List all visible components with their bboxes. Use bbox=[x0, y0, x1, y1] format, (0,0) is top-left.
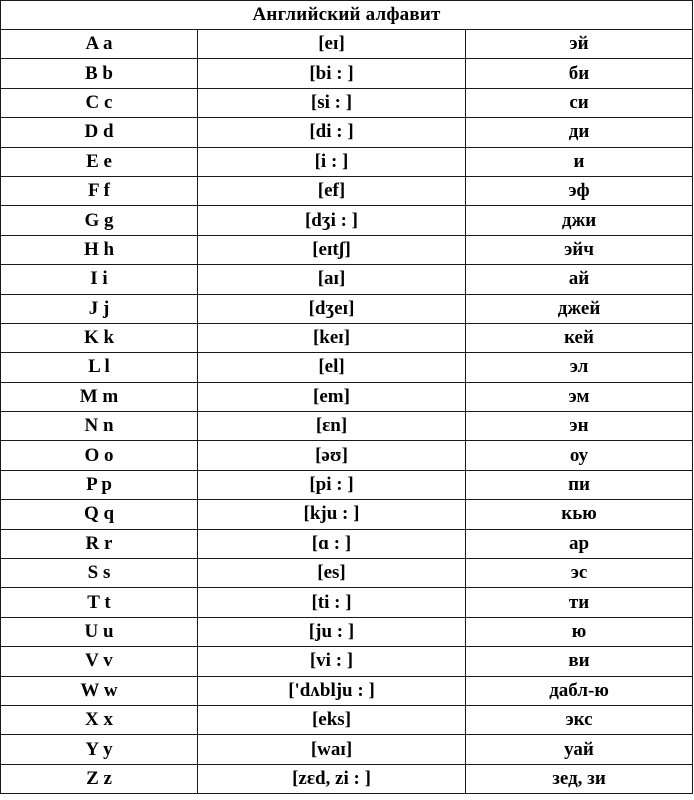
transcription-cell: [zɛd, zi : ] bbox=[198, 764, 466, 793]
letter-cell: H h bbox=[1, 235, 198, 264]
transcription-cell: [dʒeɪ] bbox=[198, 294, 466, 323]
table-row bbox=[1, 235, 693, 264]
table-title: Английский алфавит bbox=[1, 1, 693, 30]
russian-cell: дабл-ю bbox=[466, 676, 693, 705]
russian-cell: джи bbox=[466, 206, 693, 235]
letter-cell: R r bbox=[1, 529, 198, 558]
transcription-cell: [pi : ] bbox=[198, 470, 466, 499]
russian-cell: и bbox=[466, 147, 693, 176]
letter-cell: U u bbox=[1, 617, 198, 646]
russian-cell: ай bbox=[466, 265, 693, 294]
transcription-cell: [ɛn] bbox=[198, 412, 466, 441]
russian-cell: би bbox=[466, 59, 693, 88]
russian-cell: эм bbox=[466, 382, 693, 411]
table-row bbox=[1, 30, 693, 59]
table-row bbox=[1, 764, 693, 793]
russian-cell: кей bbox=[466, 323, 693, 352]
transcription-cell: [es] bbox=[198, 559, 466, 588]
transcription-cell: [ju : ] bbox=[198, 617, 466, 646]
table-row bbox=[1, 529, 693, 558]
transcription-cell: [dʒi : ] bbox=[198, 206, 466, 235]
table-body bbox=[1, 30, 693, 794]
russian-cell: ви bbox=[466, 647, 693, 676]
russian-cell: ю bbox=[466, 617, 693, 646]
table-row bbox=[1, 59, 693, 88]
table-row bbox=[1, 265, 693, 294]
letter-cell: F f bbox=[1, 176, 198, 205]
russian-cell: кью bbox=[466, 500, 693, 529]
letter-cell: L l bbox=[1, 353, 198, 382]
transcription-cell: [waɪ] bbox=[198, 735, 466, 764]
letter-cell: K k bbox=[1, 323, 198, 352]
transcription-cell: [eɪ] bbox=[198, 30, 466, 59]
russian-cell: зед, зи bbox=[466, 764, 693, 793]
table-row bbox=[1, 676, 693, 705]
letter-cell: D d bbox=[1, 118, 198, 147]
table-row bbox=[1, 382, 693, 411]
transcription-cell: [ef] bbox=[198, 176, 466, 205]
table-row bbox=[1, 118, 693, 147]
letter-cell: I i bbox=[1, 265, 198, 294]
transcription-cell: [eɪtʃ] bbox=[198, 235, 466, 264]
transcription-cell: [el] bbox=[198, 353, 466, 382]
russian-cell: эй bbox=[466, 30, 693, 59]
table-row bbox=[1, 470, 693, 499]
table-row bbox=[1, 323, 693, 352]
russian-cell: джей bbox=[466, 294, 693, 323]
table-row bbox=[1, 559, 693, 588]
table-row bbox=[1, 88, 693, 117]
table-row bbox=[1, 500, 693, 529]
transcription-cell: ['dʌblju : ] bbox=[198, 676, 466, 705]
letter-cell: Z z bbox=[1, 764, 198, 793]
russian-cell: экс bbox=[466, 705, 693, 734]
letter-cell: J j bbox=[1, 294, 198, 323]
letter-cell: A a bbox=[1, 30, 198, 59]
table-row bbox=[1, 647, 693, 676]
russian-cell: пи bbox=[466, 470, 693, 499]
transcription-cell: [si : ] bbox=[198, 88, 466, 117]
transcription-cell: [em] bbox=[198, 382, 466, 411]
letter-cell: B b bbox=[1, 59, 198, 88]
russian-cell: ар bbox=[466, 529, 693, 558]
transcription-cell: [ti : ] bbox=[198, 588, 466, 617]
table-row bbox=[1, 617, 693, 646]
letter-cell: X x bbox=[1, 705, 198, 734]
table-row bbox=[1, 705, 693, 734]
letter-cell: G g bbox=[1, 206, 198, 235]
letter-cell: C c bbox=[1, 88, 198, 117]
table-row bbox=[1, 412, 693, 441]
table-row bbox=[1, 441, 693, 470]
russian-cell: эс bbox=[466, 559, 693, 588]
transcription-cell: [ɑ : ] bbox=[198, 529, 466, 558]
transcription-cell: [bi : ] bbox=[198, 59, 466, 88]
table-row bbox=[1, 588, 693, 617]
transcription-cell: [əʊ] bbox=[198, 441, 466, 470]
russian-cell: ти bbox=[466, 588, 693, 617]
letter-cell: S s bbox=[1, 559, 198, 588]
letter-cell: T t bbox=[1, 588, 198, 617]
russian-cell: си bbox=[466, 88, 693, 117]
letter-cell: M m bbox=[1, 382, 198, 411]
russian-cell: эн bbox=[466, 412, 693, 441]
russian-cell: эл bbox=[466, 353, 693, 382]
russian-cell: оу bbox=[466, 441, 693, 470]
transcription-cell: [keɪ] bbox=[198, 323, 466, 352]
table-row bbox=[1, 147, 693, 176]
letter-cell: W w bbox=[1, 676, 198, 705]
russian-cell: уай bbox=[466, 735, 693, 764]
letter-cell: E e bbox=[1, 147, 198, 176]
table-row bbox=[1, 353, 693, 382]
table-row bbox=[1, 176, 693, 205]
letter-cell: Q q bbox=[1, 500, 198, 529]
transcription-cell: [eks] bbox=[198, 705, 466, 734]
russian-cell: эф bbox=[466, 176, 693, 205]
russian-cell: эйч bbox=[466, 235, 693, 264]
letter-cell: P p bbox=[1, 470, 198, 499]
letter-cell: N n bbox=[1, 412, 198, 441]
table-row bbox=[1, 206, 693, 235]
letter-cell: V v bbox=[1, 647, 198, 676]
letter-cell: O o bbox=[1, 441, 198, 470]
transcription-cell: [vi : ] bbox=[198, 647, 466, 676]
russian-cell: ди bbox=[466, 118, 693, 147]
letter-cell: Y y bbox=[1, 735, 198, 764]
transcription-cell: [i : ] bbox=[198, 147, 466, 176]
transcription-cell: [aɪ] bbox=[198, 265, 466, 294]
table-header-row bbox=[1, 1, 693, 30]
transcription-cell: [kju : ] bbox=[198, 500, 466, 529]
transcription-cell: [di : ] bbox=[198, 118, 466, 147]
table-row bbox=[1, 735, 693, 764]
table-row bbox=[1, 294, 693, 323]
